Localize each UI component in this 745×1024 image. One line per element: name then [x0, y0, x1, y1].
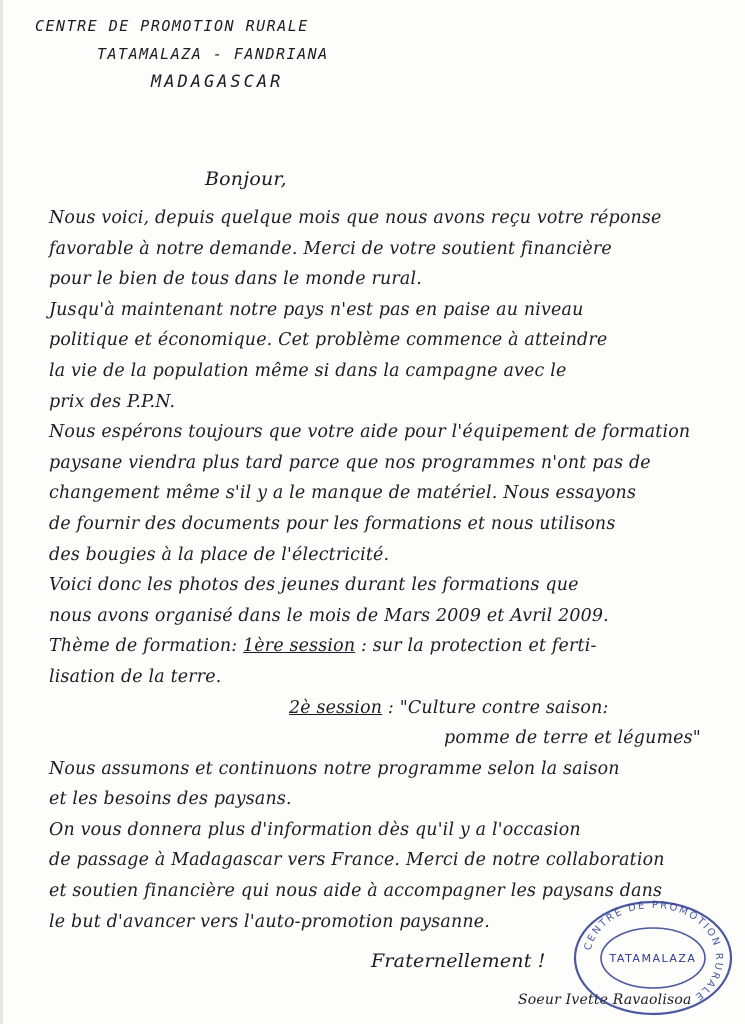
- letterhead-line-2: TATAMALAZA - FANDRIANA: [97, 45, 329, 63]
- body-line: Nous assumons et continuons notre programme selon la saison: [49, 758, 620, 779]
- theme-line: [49, 631, 729, 662]
- body-line: Jusqu'à maintenant notre pays n'est pas en paise au niveau: [49, 299, 584, 320]
- greeting: Bonjour,: [205, 168, 287, 190]
- closing: Fraternellement !: [371, 950, 546, 972]
- body-line: prix des P.P.N.: [49, 391, 176, 412]
- body-line: et les besoins des paysans.: [49, 789, 292, 810]
- body-line: politique et économique. Cet problème commence à atteindre: [49, 330, 608, 351]
- letterhead-line-1: CENTRE DE PROMOTION RURALE: [35, 17, 309, 35]
- letterhead: [25, 12, 329, 96]
- body-line: Voici donc les photos des jeunes durant les formations que: [49, 575, 579, 596]
- letter-body: [49, 203, 729, 937]
- body-line: On vous donnera plus d'information dès qu'il y a l'occasion: [49, 819, 581, 840]
- theme-label: Thème de formation:: [49, 636, 238, 657]
- session-1-text: : sur la protection et ferti-: [360, 636, 597, 657]
- body-line: changement même s'il y a le manque de matériel. Nous essayons: [49, 483, 637, 504]
- stamp-ring-text: CENTRE DE PROMOTION RURALE: [582, 899, 725, 1003]
- body-line: le but d'avancer vers l'auto-promotion paysanne.: [49, 911, 490, 932]
- body-line: nous avons organisé dans le mois de Mars 2009 et Avril 2009.: [49, 605, 609, 626]
- organization-stamp: [568, 898, 738, 1018]
- body-line: de fournir des documents pour les formations et nous utilisons: [49, 513, 616, 534]
- session-1-continuation: lisation de la terre.: [49, 666, 222, 687]
- body-line: de passage à Madagascar vers France. Merci de notre collaboration: [49, 850, 665, 871]
- session-2-text: : "Culture contre saison:: [387, 697, 609, 718]
- body-line: favorable à notre demande. Merci de votre soutient financière: [49, 238, 612, 259]
- session-2-line: [49, 693, 729, 724]
- session-1-label: 1ère session: [243, 636, 356, 657]
- body-line: pour le bien de tous dans le monde rural.: [49, 269, 422, 290]
- stamp-icon: [568, 898, 738, 1018]
- signature: Soeur Ivette Ravaolisoa: [518, 992, 692, 1008]
- session-2-label: 2è session: [289, 697, 383, 718]
- body-line: paysane viendra plus tard parce que nos programmes n'ont pas de: [49, 452, 651, 473]
- body-line: Nous voici, depuis quelque mois que nous avons reçu votre réponse: [49, 208, 662, 228]
- body-line: et soutien financière qui nous aide à accompagner les paysans dans: [49, 881, 663, 902]
- letterhead-line-3: MADAGASCAR: [151, 72, 284, 92]
- body-line: Nous espérons toujours que votre aide pour l'équipement de formation: [49, 422, 691, 443]
- body-line: la vie de la population même si dans la campagne avec le: [49, 360, 567, 381]
- session-2-continuation: pomme de terre et légumes": [444, 728, 701, 749]
- stamp-center-text: TATAMALAZA: [609, 952, 697, 965]
- body-line: des bougies à la place de l'électricité.: [49, 544, 390, 565]
